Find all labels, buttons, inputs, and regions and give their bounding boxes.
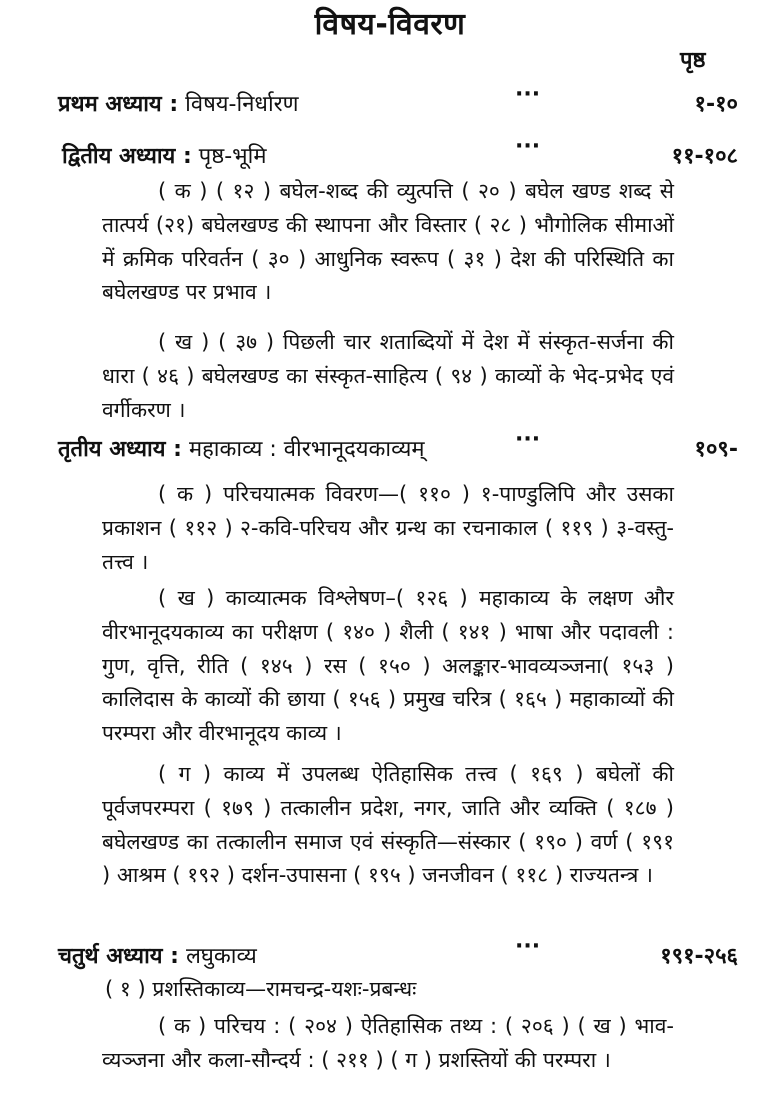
chapter-pages: १०९- [694, 437, 738, 462]
chapter-subject: पृष्ठ-भूमि [198, 144, 267, 169]
leader-dots: ··· [515, 934, 541, 959]
chapter-label: द्वितीय अध्याय : [62, 144, 192, 169]
chapter-row-4 [0, 934, 780, 976]
page-column-header: पृष्ठ [680, 48, 706, 73]
chapter-row-3 [0, 427, 780, 469]
page-title: विषय-विवरण [314, 7, 466, 42]
chapter-heading [58, 940, 257, 970]
chapter-3-paragraph-a: ( क ) परिचयात्मक विवरण—( ११० ) १-पाण्डुलिपि और उसका प्रकाशन ( ११२ ) २-कवि-परिचय और ग्रन्थ का रचनाकाल ( ११९ ) ३-वस्तु-तत्त्व । [102, 482, 674, 574]
chapter-row-1 [0, 82, 780, 124]
chapter-pages: ११-१०८ [671, 144, 738, 169]
chapter-subject: विषय-निर्धारण [185, 92, 299, 117]
chapter-3-paragraph-b: ( ख ) काव्यात्मक विश्लेषण–( १२६ ) महाकाव्य के लक्षण और वीरभानूदयकाव्य का परीक्षण ( १४० ) शैली ( १४१ ) भाषा और पदावली : गुण, वृत्ति, रीति ( १४५ ) रस ( १५० ) अलङ्कार-भावव्यञ्जना( १५३ ) कालिदास के काव्यों की छाया ( १५६ ) प्रमुख चरित्र ( १६५ ) महाकाव्यों की परम्परा और वीरभानूदय काव्य । [102, 586, 674, 746]
chapter-row-2 [0, 134, 780, 176]
leader-dots: ··· [515, 82, 541, 107]
chapter-2-paragraph-a: ( क ) ( १२ ) बघेल-शब्द की व्युत्पत्ति ( २० ) बघेल खण्ड शब्द से तात्पर्य (२१) बघेलखण्ड की स्थापना और विस्तार ( २८ ) भौगोलिक सीमाओं में क्रमिक परिवर्तन ( ३० ) आधुनिक स्वरूप ( ३१ ) देश की परिस्थिति का बघेलखण्ड पर प्रभाव । [102, 179, 674, 305]
chapter-label: प्रथम अध्याय : [58, 92, 179, 117]
chapter-heading [62, 140, 266, 170]
chapter-label: चतुर्थ अध्याय : [58, 944, 179, 969]
chapter-4-paragraph-a: ( क ) परिचय : ( २०४ ) ऐतिहासिक तथ्य : ( २०६ ) ( ख ) भाव-व्यञ्जना और कला-सौन्दर्य : ( २११ ) ( ग ) प्रशस्तियों की परम्परा । [102, 1014, 674, 1072]
chapter-label: तृतीय अध्याय : [58, 437, 182, 462]
chapter-pages: १९१-२५६ [660, 944, 738, 969]
leader-dots: ··· [515, 134, 541, 159]
chapter-subject: लघुकाव्य [185, 944, 257, 969]
chapter-heading [58, 88, 299, 118]
chapter-subject: महाकाव्य : वीरभानूदयकाव्यम् [188, 437, 425, 462]
chapter-3-paragraph-c: ( ग ) काव्य में उपलब्ध ऐतिहासिक तत्त्व ( १६९ ) बघेलों की पूर्वजपरम्परा ( १७९ ) तत्कालीन प्रदेश, नगर, जाति और व्यक्ति ( १८७ ) बघेलखण्ड का तत्कालीन समाज एवं संस्कृति—संस्कार ( १९० ) वर्ण ( १९१ ) आश्रम ( १९२ ) दर्शन-उपासना ( १९५ ) जनजीवन ( ११८ ) राज्यतन्त्र । [102, 762, 674, 888]
chapter-heading [58, 433, 425, 463]
chapter-2-paragraph-b: ( ख ) ( ३७ ) पिछली चार शताब्दियों में देश में संस्कृत-सर्जना की धारा ( ४६ ) बघेलखण्ड का संस्कृत-साहित्य ( ९४ ) काव्यों के भेद-प्रभेद एवं वर्गीकरण । [102, 330, 674, 422]
chapter-4-subsection: ( १ ) प्रशस्तिकाव्य—रामचन्द्र-यशः-प्रबन्धः [105, 977, 417, 1001]
leader-dots: ··· [515, 427, 541, 452]
chapter-pages: १-१० [694, 92, 738, 117]
